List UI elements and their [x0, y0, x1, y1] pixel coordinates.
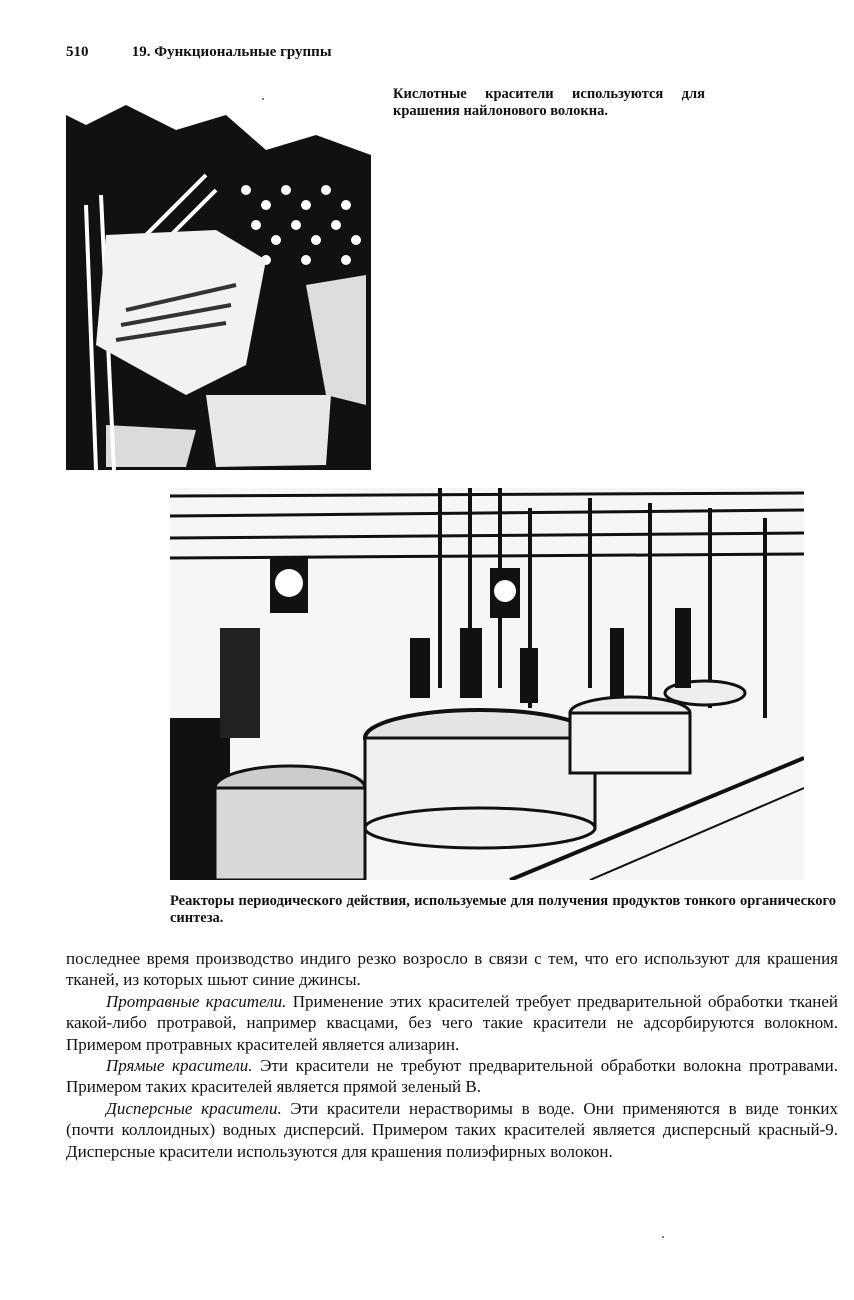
page-number: 510: [66, 44, 89, 60]
reactors-photo: [170, 488, 804, 880]
page-header: [66, 44, 332, 61]
term-disperse-dyes: Дисперсные красители.: [106, 1098, 282, 1118]
figure-caption-nylon: Кислотные красители используются для крашения найлонового волокна.: [393, 86, 705, 119]
paragraph-text: последнее время производство индиго резко возросло в связи с тем, что его используют для крашения тканей, из которых шьют синие джинсы.: [66, 949, 838, 990]
chapter-title: 19. Функциональные группы: [131, 44, 332, 60]
paragraph-mordant-dyes: [66, 991, 838, 1055]
term-direct-dyes: Прямые красители.: [106, 1056, 253, 1076]
body-text: [66, 948, 838, 1162]
paragraph-text: Эти красители не требуют предварительной обработки волокна протравами. Примером таких красителей является прямой зеленый В.: [66, 1056, 838, 1097]
term-mordant-dyes: Протравные красители.: [106, 991, 287, 1011]
figure-caption-reactors: Реакторы периодического действия, используемые для получения продуктов тонкого органического синтеза.: [170, 893, 836, 926]
paragraph-text: Эти красители нерастворимы в воде. Они применяются в виде тонких (почти коллоидных) водных дисперсий. Примером таких красителей является дисперсный красный-9. Дисперсные красители используются для крашения полиэфирных волокон.: [66, 1098, 838, 1161]
paragraph-direct-dyes: [66, 1055, 838, 1098]
paragraph-disperse-dyes: [66, 1098, 838, 1162]
speck-mark: [662, 1236, 664, 1238]
fabric-photo-drawing: [66, 95, 371, 470]
paragraph-text: Применение этих красителей требует предварительной обработки тканей какой-либо протравой, например квасцами, без чего такие красители не адсорбируются волокном. Примером протравных красителей является ализарин.: [66, 991, 838, 1054]
reactors-photo-drawing: [170, 488, 804, 880]
fabric-photo: [66, 95, 371, 470]
paragraph-indigo: [66, 948, 838, 991]
speck-mark: [262, 98, 264, 100]
